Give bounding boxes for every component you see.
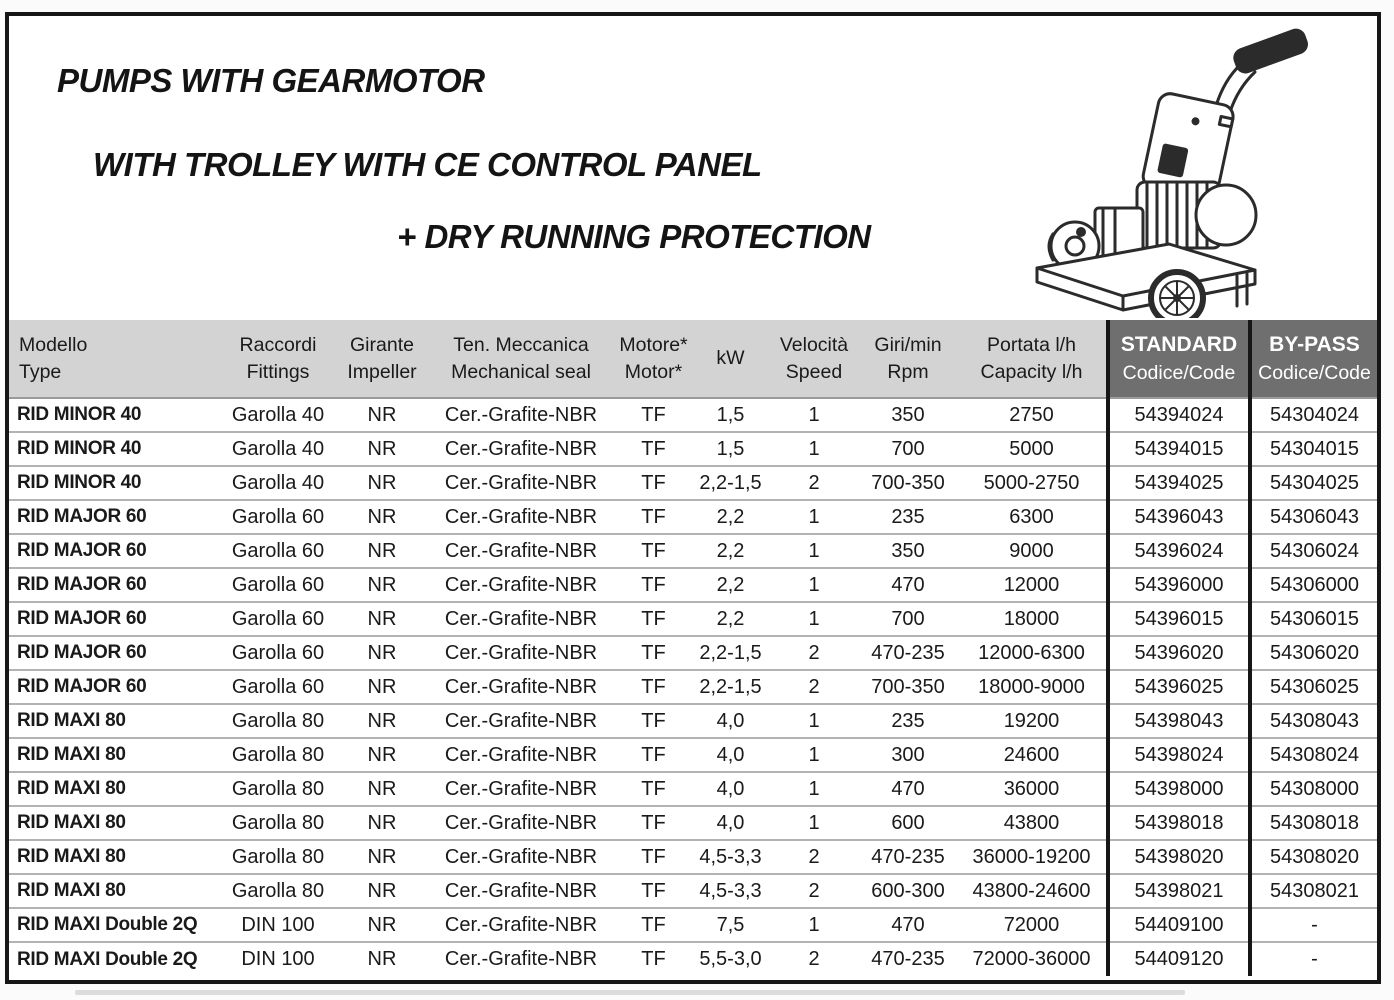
scan-artifact-strip: [75, 990, 1185, 995]
value-cell: 54308024: [1250, 738, 1377, 772]
value-cell: 54308021: [1250, 874, 1377, 908]
value-cell: 1: [769, 908, 859, 942]
page-title-line-3: + DRY RUNNING PROTECTION: [397, 218, 871, 255]
value-cell: 2,2-1,5: [692, 670, 769, 704]
value-cell: 54306024: [1250, 534, 1377, 568]
value-cell: Cer.-Grafite-NBR: [427, 534, 615, 568]
value-cell: 54409100: [1108, 908, 1250, 942]
value-cell: Garolla 60: [219, 602, 337, 636]
table-row: [9, 806, 1377, 840]
value-cell: 2: [769, 942, 859, 976]
value-cell: TF: [615, 840, 692, 874]
value-cell: Garolla 80: [219, 738, 337, 772]
value-cell: Garolla 60: [219, 534, 337, 568]
value-cell: 54396000: [1108, 568, 1250, 602]
value-cell: 72000: [957, 908, 1108, 942]
value-cell: 54398000: [1108, 772, 1250, 806]
value-cell: NR: [337, 432, 427, 466]
value-cell: 7,5: [692, 908, 769, 942]
model-cell: RID MAXI 80: [9, 874, 219, 908]
value-cell: 54308018: [1250, 806, 1377, 840]
value-cell: 43800-24600: [957, 874, 1108, 908]
value-cell: Cer.-Grafite-NBR: [427, 908, 615, 942]
value-cell: Cer.-Grafite-NBR: [427, 432, 615, 466]
value-cell: 4,0: [692, 704, 769, 738]
value-cell: TF: [615, 670, 692, 704]
header-motor: Motore* Motor*: [615, 320, 692, 398]
value-cell: 1: [769, 398, 859, 432]
model-cell: RID MAJOR 60: [9, 636, 219, 670]
table-row: [9, 568, 1377, 602]
value-cell: Cer.-Grafite-NBR: [427, 738, 615, 772]
value-cell: 36000: [957, 772, 1108, 806]
table-row: [9, 500, 1377, 534]
value-cell: Garolla 80: [219, 840, 337, 874]
table-header-row: [9, 320, 1377, 398]
value-cell: 470-235: [859, 942, 957, 976]
value-cell: TF: [615, 602, 692, 636]
value-cell: TF: [615, 466, 692, 500]
page-title-line-2: WITH TROLLEY WITH CE CONTROL PANEL: [93, 146, 762, 183]
value-cell: TF: [615, 772, 692, 806]
value-cell: Cer.-Grafite-NBR: [427, 398, 615, 432]
value-cell: Cer.-Grafite-NBR: [427, 500, 615, 534]
value-cell: 12000-6300: [957, 636, 1108, 670]
value-cell: 36000-19200: [957, 840, 1108, 874]
value-cell: 300: [859, 738, 957, 772]
header-rpm: Giri/min Rpm: [859, 320, 957, 398]
value-cell: 18000-9000: [957, 670, 1108, 704]
table-row: [9, 772, 1377, 806]
value-cell: 1: [769, 432, 859, 466]
value-cell: TF: [615, 432, 692, 466]
value-cell: Cer.-Grafite-NBR: [427, 568, 615, 602]
value-cell: 1: [769, 806, 859, 840]
value-cell: 600-300: [859, 874, 957, 908]
value-cell: 1: [769, 772, 859, 806]
value-cell: NR: [337, 500, 427, 534]
value-cell: TF: [615, 636, 692, 670]
value-cell: TF: [615, 738, 692, 772]
value-cell: NR: [337, 466, 427, 500]
table-row: [9, 534, 1377, 568]
value-cell: Cer.-Grafite-NBR: [427, 942, 615, 976]
value-cell: 4,5-3,3: [692, 840, 769, 874]
value-cell: 5000: [957, 432, 1108, 466]
model-cell: RID MAXI 80: [9, 738, 219, 772]
value-cell: 470: [859, 772, 957, 806]
value-cell: 24600: [957, 738, 1108, 772]
value-cell: 54398018: [1108, 806, 1250, 840]
value-cell: 1: [769, 602, 859, 636]
value-cell: NR: [337, 704, 427, 738]
value-cell: 235: [859, 704, 957, 738]
value-cell: 235: [859, 500, 957, 534]
value-cell: Garolla 60: [219, 500, 337, 534]
value-cell: NR: [337, 398, 427, 432]
value-cell: 54396025: [1108, 670, 1250, 704]
value-cell: 54396024: [1108, 534, 1250, 568]
value-cell: 54306025: [1250, 670, 1377, 704]
value-cell: NR: [337, 772, 427, 806]
value-cell: 2,2: [692, 534, 769, 568]
value-cell: TF: [615, 398, 692, 432]
header-capacity: Portata l/h Capacity l/h: [957, 320, 1108, 398]
value-cell: TF: [615, 806, 692, 840]
value-cell: NR: [337, 908, 427, 942]
model-cell: RID MAXI 80: [9, 704, 219, 738]
value-cell: Cer.-Grafite-NBR: [427, 670, 615, 704]
value-cell: 2: [769, 670, 859, 704]
value-cell: DIN 100: [219, 908, 337, 942]
value-cell: 54398021: [1108, 874, 1250, 908]
value-cell: 54394025: [1108, 466, 1250, 500]
value-cell: Cer.-Grafite-NBR: [427, 602, 615, 636]
value-cell: Garolla 80: [219, 772, 337, 806]
value-cell: NR: [337, 942, 427, 976]
table-row: [9, 398, 1377, 432]
table-row: [9, 942, 1377, 976]
value-cell: DIN 100: [219, 942, 337, 976]
model-cell: RID MAXI Double 2Q: [9, 942, 219, 976]
model-cell: RID MAJOR 60: [9, 670, 219, 704]
table-row: [9, 704, 1377, 738]
value-cell: 470-235: [859, 840, 957, 874]
value-cell: 18000: [957, 602, 1108, 636]
model-cell: RID MAJOR 60: [9, 534, 219, 568]
header-model: Modello Type: [9, 320, 219, 398]
value-cell: 2: [769, 840, 859, 874]
table-row: [9, 840, 1377, 874]
value-cell: Garolla 40: [219, 432, 337, 466]
value-cell: 54306015: [1250, 602, 1377, 636]
value-cell: 1: [769, 738, 859, 772]
value-cell: Garolla 60: [219, 568, 337, 602]
value-cell: 54306043: [1250, 500, 1377, 534]
header-mechanical-seal: Ten. Meccanica Mechanical seal: [427, 320, 615, 398]
model-cell: RID MINOR 40: [9, 398, 219, 432]
value-cell: Cer.-Grafite-NBR: [427, 772, 615, 806]
value-cell: TF: [615, 534, 692, 568]
value-cell: 1,5: [692, 432, 769, 466]
table-row: [9, 636, 1377, 670]
value-cell: 54306000: [1250, 568, 1377, 602]
value-cell: 1: [769, 704, 859, 738]
value-cell: 700: [859, 602, 957, 636]
value-cell: 700-350: [859, 670, 957, 704]
value-cell: -: [1250, 942, 1377, 976]
value-cell: 72000-36000: [957, 942, 1108, 976]
value-cell: NR: [337, 738, 427, 772]
value-cell: 470-235: [859, 636, 957, 670]
model-cell: RID MINOR 40: [9, 466, 219, 500]
value-cell: TF: [615, 874, 692, 908]
header-standard-code: STANDARD Codice/Code: [1108, 320, 1250, 398]
header-kw: kW: [692, 320, 769, 398]
value-cell: 54396043: [1108, 500, 1250, 534]
table-row: [9, 908, 1377, 942]
model-cell: RID MAJOR 60: [9, 602, 219, 636]
value-cell: 6300: [957, 500, 1108, 534]
value-cell: 4,5-3,3: [692, 874, 769, 908]
value-cell: 43800: [957, 806, 1108, 840]
value-cell: 2: [769, 874, 859, 908]
table-row: [9, 432, 1377, 466]
value-cell: 54396015: [1108, 602, 1250, 636]
value-cell: 54398043: [1108, 704, 1250, 738]
value-cell: 4,0: [692, 738, 769, 772]
value-cell: 54398024: [1108, 738, 1250, 772]
value-cell: NR: [337, 602, 427, 636]
model-cell: RID MAXI 80: [9, 840, 219, 874]
value-cell: 4,0: [692, 806, 769, 840]
value-cell: 54409120: [1108, 942, 1250, 976]
model-cell: RID MAJOR 60: [9, 568, 219, 602]
pump-trolley-illustration-icon: [1019, 20, 1371, 318]
value-cell: 54304015: [1250, 432, 1377, 466]
value-cell: NR: [337, 840, 427, 874]
value-cell: 1: [769, 534, 859, 568]
header-speed: Velocità Speed: [769, 320, 859, 398]
value-cell: 54308020: [1250, 840, 1377, 874]
value-cell: 54308043: [1250, 704, 1377, 738]
value-cell: Garolla 40: [219, 398, 337, 432]
value-cell: Cer.-Grafite-NBR: [427, 704, 615, 738]
value-cell: Cer.-Grafite-NBR: [427, 466, 615, 500]
table-body: [9, 398, 1377, 976]
value-cell: Garolla 80: [219, 874, 337, 908]
value-cell: 2,2: [692, 602, 769, 636]
model-cell: RID MAXI Double 2Q: [9, 908, 219, 942]
value-cell: TF: [615, 704, 692, 738]
value-cell: Cer.-Grafite-NBR: [427, 874, 615, 908]
value-cell: 54306020: [1250, 636, 1377, 670]
table-row: [9, 874, 1377, 908]
value-cell: Garolla 80: [219, 704, 337, 738]
page-title-line-1: PUMPS WITH GEARMOTOR: [57, 62, 485, 99]
value-cell: 470: [859, 568, 957, 602]
value-cell: 1: [769, 500, 859, 534]
value-cell: 1,5: [692, 398, 769, 432]
value-cell: Garolla 60: [219, 670, 337, 704]
value-cell: 2750: [957, 398, 1108, 432]
value-cell: NR: [337, 806, 427, 840]
value-cell: 4,0: [692, 772, 769, 806]
value-cell: 700: [859, 432, 957, 466]
value-cell: NR: [337, 636, 427, 670]
value-cell: 9000: [957, 534, 1108, 568]
header-impeller: Girante Impeller: [337, 320, 427, 398]
value-cell: 54304024: [1250, 398, 1377, 432]
header-bypass-code: BY-PASS Codice/Code: [1250, 320, 1377, 398]
value-cell: TF: [615, 500, 692, 534]
value-cell: 350: [859, 534, 957, 568]
value-cell: 54394024: [1108, 398, 1250, 432]
value-cell: 54398020: [1108, 840, 1250, 874]
table-row: [9, 670, 1377, 704]
value-cell: 54308000: [1250, 772, 1377, 806]
value-cell: 700-350: [859, 466, 957, 500]
value-cell: NR: [337, 568, 427, 602]
value-cell: 2: [769, 636, 859, 670]
model-cell: RID MINOR 40: [9, 432, 219, 466]
model-cell: RID MAJOR 60: [9, 500, 219, 534]
value-cell: -: [1250, 908, 1377, 942]
value-cell: 350: [859, 398, 957, 432]
value-cell: TF: [615, 942, 692, 976]
catalog-page-frame: [5, 12, 1381, 984]
value-cell: NR: [337, 874, 427, 908]
value-cell: 5000-2750: [957, 466, 1108, 500]
value-cell: TF: [615, 568, 692, 602]
value-cell: 54394015: [1108, 432, 1250, 466]
value-cell: Garolla 60: [219, 636, 337, 670]
table-row: [9, 466, 1377, 500]
model-cell: RID MAXI 80: [9, 806, 219, 840]
value-cell: 5,5-3,0: [692, 942, 769, 976]
value-cell: NR: [337, 670, 427, 704]
value-cell: Garolla 40: [219, 466, 337, 500]
table-row: [9, 738, 1377, 772]
value-cell: 2,2: [692, 500, 769, 534]
value-cell: 2,2-1,5: [692, 636, 769, 670]
model-cell: RID MAXI 80: [9, 772, 219, 806]
value-cell: 470: [859, 908, 957, 942]
value-cell: 1: [769, 568, 859, 602]
value-cell: NR: [337, 534, 427, 568]
table-row: [9, 602, 1377, 636]
value-cell: 19200: [957, 704, 1108, 738]
value-cell: TF: [615, 908, 692, 942]
pump-spec-table: [9, 320, 1377, 976]
value-cell: Cer.-Grafite-NBR: [427, 840, 615, 874]
value-cell: Cer.-Grafite-NBR: [427, 806, 615, 840]
value-cell: Garolla 80: [219, 806, 337, 840]
header-fittings: Raccordi Fittings: [219, 320, 337, 398]
value-cell: 2,2: [692, 568, 769, 602]
value-cell: 2: [769, 466, 859, 500]
value-cell: 600: [859, 806, 957, 840]
value-cell: 12000: [957, 568, 1108, 602]
value-cell: 2,2-1,5: [692, 466, 769, 500]
value-cell: 54396020: [1108, 636, 1250, 670]
value-cell: Cer.-Grafite-NBR: [427, 636, 615, 670]
value-cell: 54304025: [1250, 466, 1377, 500]
